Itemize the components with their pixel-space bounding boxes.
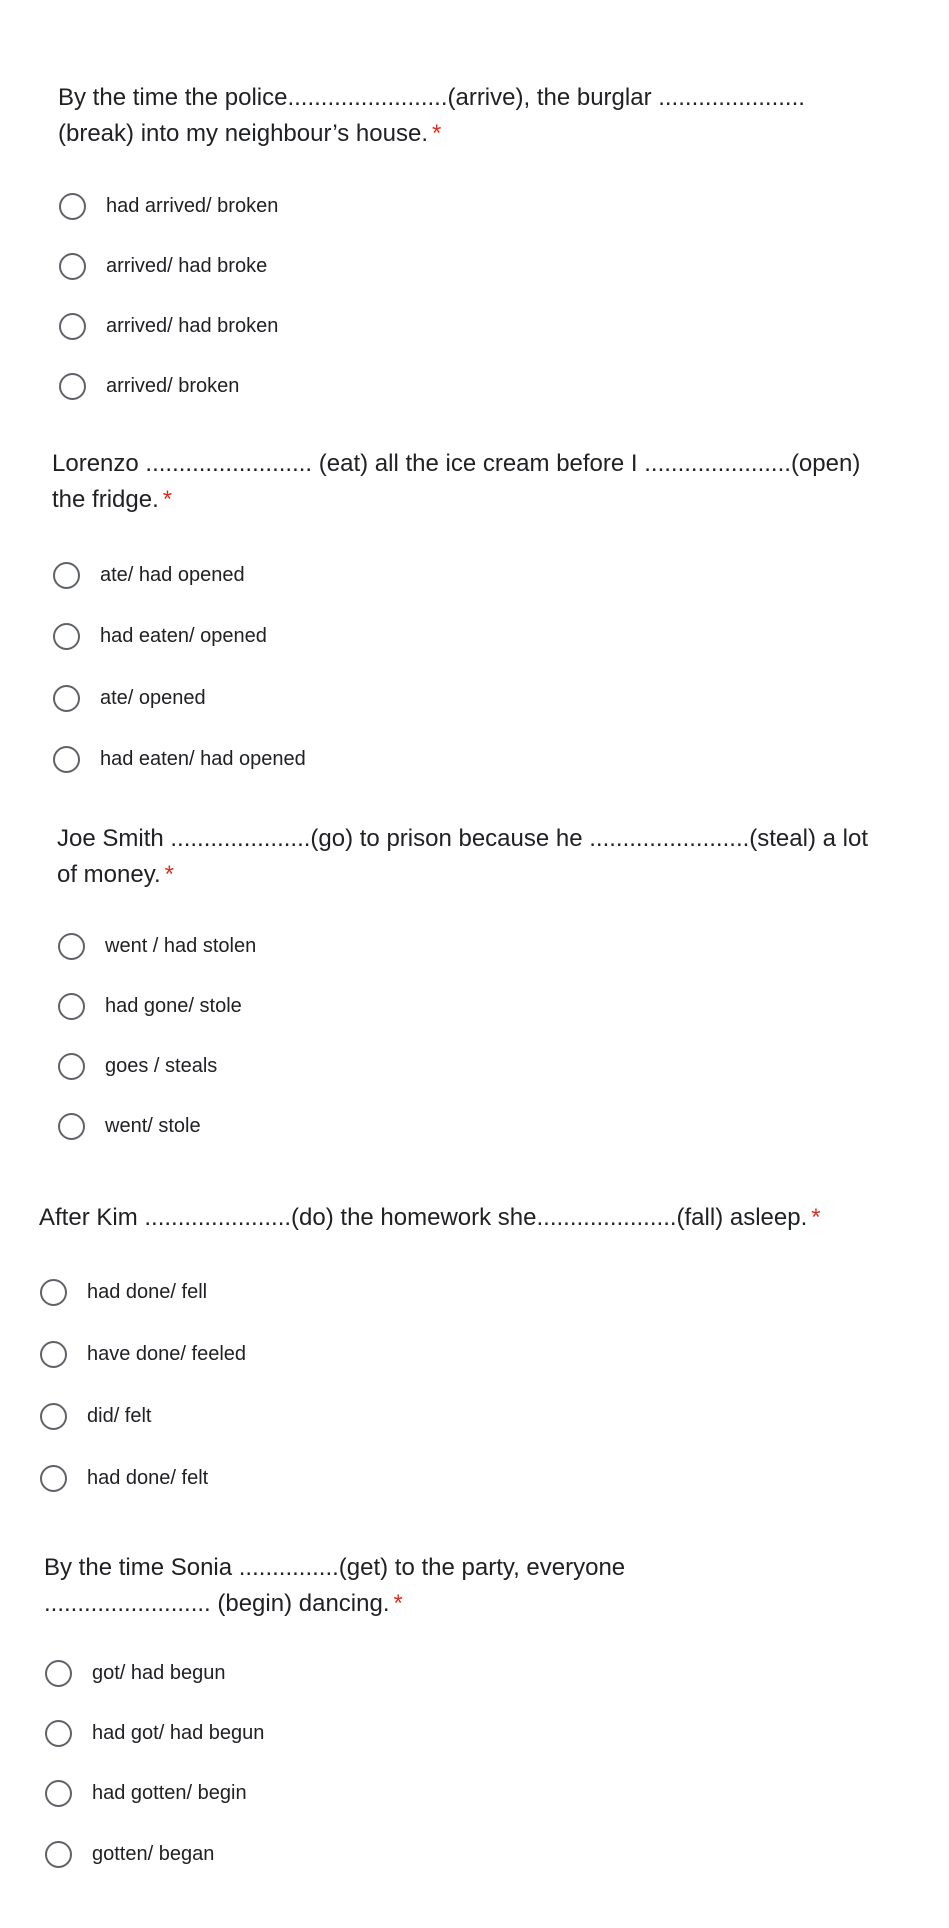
option-label: had gotten/ begin (92, 1782, 247, 1804)
q2-option-1[interactable] (53, 562, 245, 589)
option-label: arrived/ broken (106, 375, 240, 397)
q5-option-2[interactable] (45, 1720, 264, 1747)
option-label: went / had stolen (105, 935, 257, 957)
question-5 (44, 1550, 784, 1622)
q1-option-3[interactable] (59, 313, 278, 340)
option-label: had done/ felt (87, 1467, 209, 1489)
option-label: ate/ opened (100, 687, 206, 709)
option-label: went/ stole (105, 1115, 201, 1137)
radio-button[interactable] (53, 746, 80, 773)
radio-button[interactable] (58, 933, 85, 960)
radio-button[interactable] (53, 562, 80, 589)
q5-option-4[interactable] (45, 1841, 214, 1868)
q5-option-1[interactable] (45, 1660, 225, 1687)
radio-button[interactable] (40, 1341, 67, 1368)
q1-option-1[interactable] (59, 193, 278, 220)
radio-button[interactable] (58, 993, 85, 1020)
option-label: had done/ fell (87, 1281, 208, 1303)
q1-option-4[interactable] (59, 373, 239, 400)
q2-option-3[interactable] (53, 685, 206, 712)
radio-button[interactable] (45, 1720, 72, 1747)
question-5-text: By the time Sonia ...............(get) to the party, everyone ......................... (begin) dancing. * (44, 1554, 626, 1617)
required-marker: * (431, 120, 442, 147)
option-label: had gone/ stole (105, 995, 242, 1017)
question-3-text: Joe Smith .....................(go) to prison because he ........................(steal) a lot of money. * (57, 825, 868, 888)
q3-option-1[interactable] (58, 933, 256, 960)
option-label: have done/ feeled (87, 1343, 247, 1365)
question-1 (58, 80, 878, 152)
question-4 (39, 1200, 859, 1236)
option-label: had got/ had begun (92, 1722, 265, 1744)
radio-button[interactable] (59, 193, 86, 220)
question-1-text: By the time the police........................(arrive), the burglar ......................(break) into my neighbour’s house. * (58, 84, 805, 147)
option-label: had eaten/ opened (100, 625, 267, 647)
required-marker: * (393, 1590, 403, 1617)
radio-button[interactable] (59, 373, 86, 400)
q3-option-3[interactable] (58, 1053, 217, 1080)
radio-button[interactable] (45, 1660, 72, 1687)
q2-option-2[interactable] (53, 623, 267, 650)
option-label: had eaten/ had opened (100, 748, 306, 770)
question-2 (52, 446, 872, 518)
option-label: goes / steals (105, 1055, 218, 1077)
radio-button[interactable] (40, 1403, 67, 1430)
required-marker: * (164, 861, 174, 888)
option-label: did/ felt (87, 1405, 152, 1427)
option-label: arrived/ had broke (106, 255, 268, 277)
question-3 (57, 821, 877, 893)
option-label: ate/ had opened (100, 564, 245, 586)
radio-button[interactable] (40, 1279, 67, 1306)
q1-option-2[interactable] (59, 253, 267, 280)
q4-option-2[interactable] (40, 1341, 246, 1368)
radio-button[interactable] (58, 1053, 85, 1080)
required-marker: * (162, 486, 173, 513)
q3-option-2[interactable] (58, 993, 242, 1020)
option-label: got/ had begun (92, 1662, 226, 1684)
q2-option-4[interactable] (53, 746, 306, 773)
radio-button[interactable] (59, 253, 86, 280)
radio-button[interactable] (58, 1113, 85, 1140)
radio-button[interactable] (59, 313, 86, 340)
radio-button[interactable] (53, 685, 80, 712)
radio-button[interactable] (40, 1465, 67, 1492)
q3-option-4[interactable] (58, 1113, 201, 1140)
option-label: arrived/ had broken (106, 315, 279, 337)
radio-button[interactable] (53, 623, 80, 650)
question-2-text: Lorenzo ......................... (eat) all the ice cream before I ......................(open) the fridge. * (52, 450, 861, 513)
required-marker: * (811, 1204, 821, 1231)
option-label: had arrived/ broken (106, 195, 279, 217)
radio-button[interactable] (45, 1841, 72, 1868)
q5-option-3[interactable] (45, 1780, 247, 1807)
radio-button[interactable] (45, 1780, 72, 1807)
option-label: gotten/ began (92, 1843, 215, 1865)
q4-option-3[interactable] (40, 1403, 151, 1430)
q4-option-1[interactable] (40, 1279, 207, 1306)
question-4-text: After Kim ......................(do) the homework she.....................(fall) asleep. * (39, 1204, 821, 1231)
q4-option-4[interactable] (40, 1465, 208, 1492)
